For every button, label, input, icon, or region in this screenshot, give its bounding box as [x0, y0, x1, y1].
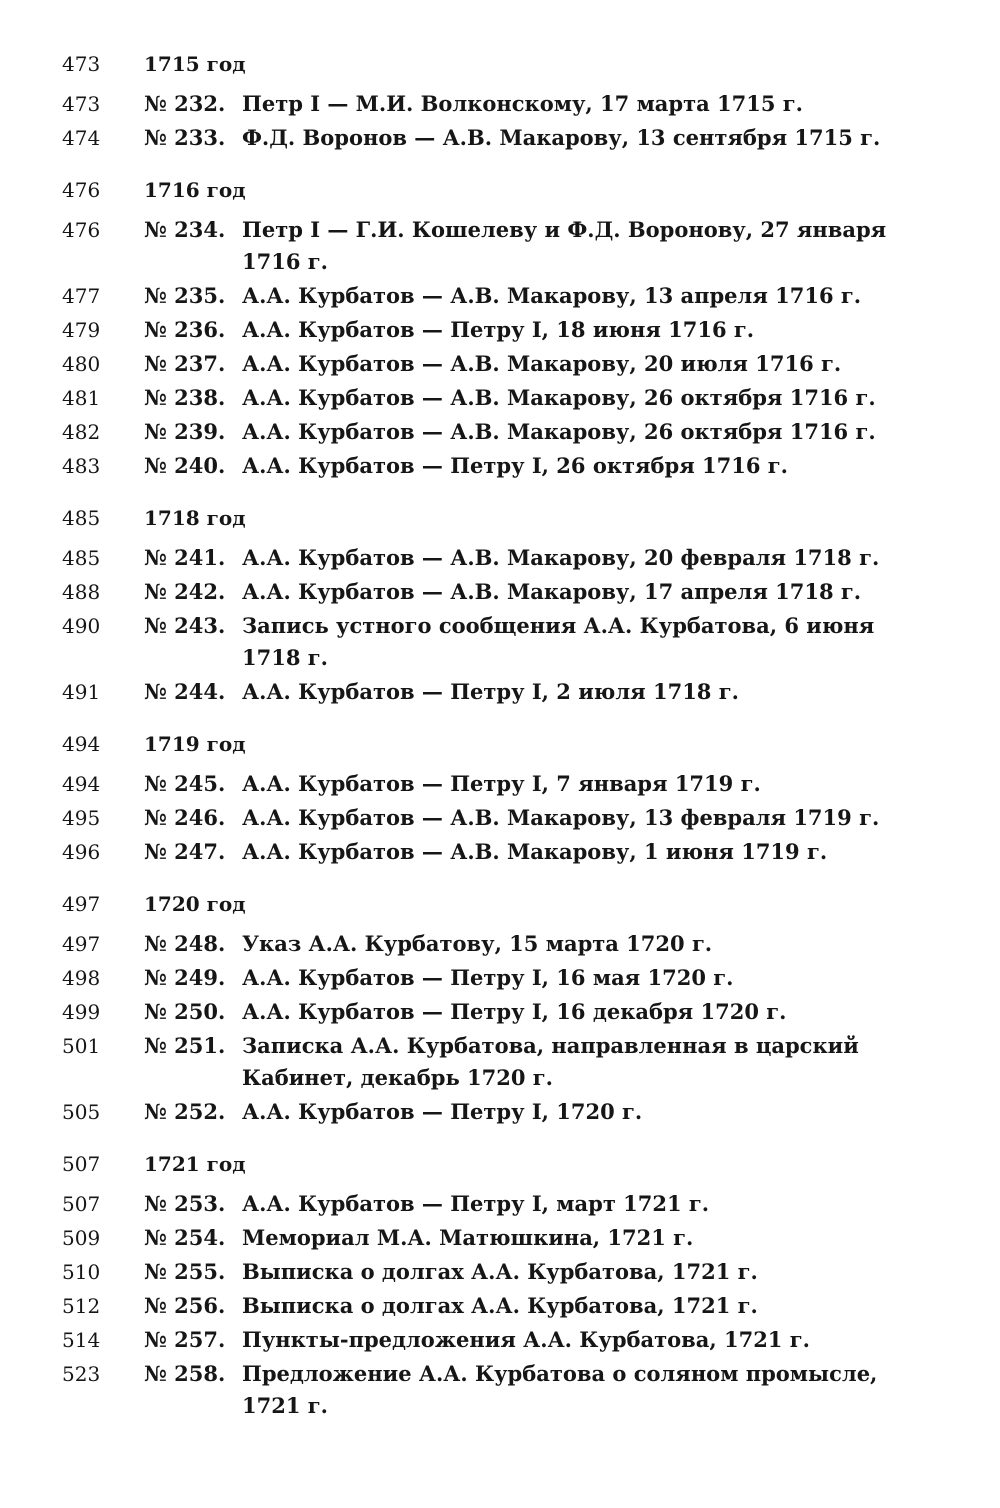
toc-entry[interactable]: [62, 1188, 962, 1220]
year-section: [62, 48, 962, 154]
document-number: № 248.: [144, 931, 226, 956]
document-title: А.А. Курбатов — Петру I, март 1721 г.: [242, 1191, 710, 1216]
entry-page-number: 514: [62, 1328, 101, 1352]
toc-entry[interactable]: [62, 214, 962, 278]
toc-entry[interactable]: [62, 802, 962, 834]
document-number: № 246.: [144, 805, 226, 830]
document-title: Петр I — Г.И. Кошелеву и Ф.Д. Воронову, 27 января 1716 г.: [242, 217, 887, 274]
toc-entry[interactable]: [62, 1358, 962, 1422]
document-title: А.А. Курбатов — А.В. Макарову, 13 апреля 1716 г.: [242, 283, 862, 308]
entry-page-number: 474: [62, 126, 101, 150]
year-section: [62, 728, 962, 868]
document-number: № 252.: [144, 1099, 226, 1124]
year-title: 1716 год: [144, 178, 246, 202]
document-number: № 255.: [144, 1259, 226, 1284]
document-number: № 257.: [144, 1327, 226, 1352]
toc-entry[interactable]: [62, 348, 962, 380]
year-page-number: 494: [62, 732, 101, 756]
entry-page-number: 501: [62, 1034, 101, 1058]
toc-entry[interactable]: [62, 382, 962, 414]
entry-page-number: 485: [62, 546, 101, 570]
document-title: А.А. Курбатов — А.В. Макарову, 13 февраля 1719 г.: [242, 805, 880, 830]
toc-entry[interactable]: [62, 1256, 962, 1288]
document-title: Ф.Д. Воронов — А.В. Макарову, 13 сентября 1715 г.: [242, 125, 881, 150]
document-title: А.А. Курбатов — Петру I, 2 июля 1718 г.: [242, 679, 739, 704]
document-number: № 243.: [144, 613, 226, 638]
entry-page-number: 473: [62, 92, 101, 116]
year-page-number: 485: [62, 506, 101, 530]
year-title: 1720 год: [144, 892, 246, 916]
toc-entry[interactable]: [62, 996, 962, 1028]
toc-entry[interactable]: [62, 314, 962, 346]
document-number: № 245.: [144, 771, 226, 796]
entry-page-number: 495: [62, 806, 101, 830]
document-title: А.А. Курбатов — А.В. Макарову, 26 октября 1716 г.: [242, 385, 876, 410]
entry-page-number: 498: [62, 966, 101, 990]
year-heading: [62, 502, 962, 534]
document-number: № 235.: [144, 283, 226, 308]
document-number: № 258.: [144, 1361, 226, 1386]
year-heading: [62, 888, 962, 920]
year-section: [62, 888, 962, 1128]
document-title: А.А. Курбатов — Петру I, 16 мая 1720 г.: [242, 965, 734, 990]
document-title: А.А. Курбатов — Петру I, 16 декабря 1720 г.: [242, 999, 787, 1024]
document-number: № 240.: [144, 453, 226, 478]
entry-page-number: 497: [62, 932, 101, 956]
document-number: № 233.: [144, 125, 226, 150]
document-title: А.А. Курбатов — А.В. Макарову, 26 октября 1716 г.: [242, 419, 876, 444]
document-title: Запись устного сообщения А.А. Курбатова, 6 июня 1718 г.: [242, 613, 875, 670]
document-number: № 253.: [144, 1191, 226, 1216]
document-title: Пункты-предложения А.А. Курбатова, 1721 г.: [242, 1327, 810, 1352]
toc-entry[interactable]: [62, 768, 962, 800]
year-section: [62, 1148, 962, 1422]
document-number: № 247.: [144, 839, 226, 864]
toc-entry[interactable]: [62, 1290, 962, 1322]
toc-entry[interactable]: [62, 542, 962, 574]
toc-entry[interactable]: [62, 962, 962, 994]
entry-page-number: 483: [62, 454, 101, 478]
document-title: Предложение А.А. Курбатова о соляном промысле, 1721 г.: [242, 1361, 878, 1418]
document-title: А.А. Курбатов — А.В. Макарову, 20 июля 1716 г.: [242, 351, 842, 376]
year-title: 1718 год: [144, 506, 246, 530]
entry-page-number: 507: [62, 1192, 101, 1216]
entry-page-number: 477: [62, 284, 101, 308]
toc-entry[interactable]: [62, 450, 962, 482]
document-title: Выписка о долгах А.А. Курбатова, 1721 г.: [242, 1259, 758, 1284]
document-number: № 237.: [144, 351, 226, 376]
document-title: А.А. Курбатов — Петру I, 26 октября 1716 г.: [242, 453, 788, 478]
document-number: № 238.: [144, 385, 226, 410]
toc-entry[interactable]: [62, 1222, 962, 1254]
document-title: Выписка о долгах А.А. Курбатова, 1721 г.: [242, 1293, 758, 1318]
document-title: Мемориал М.А. Матюшкина, 1721 г.: [242, 1225, 694, 1250]
document-title: Записка А.А. Курбатова, направленная в царский Кабинет, декабрь 1720 г.: [242, 1033, 859, 1090]
document-number: № 254.: [144, 1225, 226, 1250]
year-section: [62, 174, 962, 482]
document-title: А.А. Курбатов — Петру I, 7 января 1719 г.: [242, 771, 761, 796]
table-of-contents: [62, 48, 962, 1442]
entry-page-number: 499: [62, 1000, 101, 1024]
toc-entry[interactable]: [62, 88, 962, 120]
entry-page-number: 510: [62, 1260, 101, 1284]
document-number: № 244.: [144, 679, 226, 704]
document-number: № 251.: [144, 1033, 226, 1058]
document-title: А.А. Курбатов — А.В. Макарову, 20 февраля 1718 г.: [242, 545, 880, 570]
toc-entry[interactable]: [62, 836, 962, 868]
toc-entry[interactable]: [62, 280, 962, 312]
document-title: Указ А.А. Курбатову, 15 марта 1720 г.: [242, 931, 713, 956]
entry-page-number: 490: [62, 614, 101, 638]
document-number: № 239.: [144, 419, 226, 444]
entry-page-number: 482: [62, 420, 101, 444]
document-number: № 232.: [144, 91, 226, 116]
year-title: 1719 год: [144, 732, 246, 756]
year-title: 1715 год: [144, 52, 246, 76]
document-number: № 250.: [144, 999, 226, 1024]
entry-page-number: 481: [62, 386, 101, 410]
entry-page-number: 509: [62, 1226, 101, 1250]
year-heading: [62, 174, 962, 206]
entry-page-number: 479: [62, 318, 101, 342]
entry-page-number: 488: [62, 580, 101, 604]
toc-entry[interactable]: [62, 676, 962, 708]
document-title: А.А. Курбатов — Петру I, 18 июня 1716 г.: [242, 317, 755, 342]
entry-page-number: 476: [62, 218, 101, 242]
toc-entry[interactable]: [62, 576, 962, 608]
document-title: А.А. Курбатов — А.В. Макарову, 1 июня 1719 г.: [242, 839, 828, 864]
entry-page-number: 496: [62, 840, 101, 864]
entry-page-number: 523: [62, 1362, 101, 1386]
document-number: № 234.: [144, 217, 226, 242]
year-page-number: 507: [62, 1152, 101, 1176]
toc-entry[interactable]: [62, 928, 962, 960]
entry-page-number: 491: [62, 680, 101, 704]
document-number: № 249.: [144, 965, 226, 990]
toc-entry[interactable]: [62, 610, 962, 674]
year-page-number: 473: [62, 52, 101, 76]
entry-page-number: 512: [62, 1294, 101, 1318]
document-number: № 242.: [144, 579, 226, 604]
year-heading: [62, 728, 962, 760]
document-title: Петр I — М.И. Волконскому, 17 марта 1715 г.: [242, 91, 803, 116]
year-title: 1721 год: [144, 1152, 246, 1176]
year-heading: [62, 48, 962, 80]
toc-entry[interactable]: [62, 122, 962, 154]
document-number: № 256.: [144, 1293, 226, 1318]
toc-entry[interactable]: [62, 1030, 962, 1094]
entry-page-number: 494: [62, 772, 101, 796]
year-page-number: 476: [62, 178, 101, 202]
year-heading: [62, 1148, 962, 1180]
document-number: № 241.: [144, 545, 226, 570]
document-title: А.А. Курбатов — Петру I, 1720 г.: [242, 1099, 643, 1124]
toc-entry[interactable]: [62, 416, 962, 448]
document-number: № 236.: [144, 317, 226, 342]
entry-page-number: 505: [62, 1100, 101, 1124]
year-page-number: 497: [62, 892, 101, 916]
year-section: [62, 502, 962, 708]
toc-entry[interactable]: [62, 1324, 962, 1356]
entry-page-number: 480: [62, 352, 101, 376]
toc-entry[interactable]: [62, 1096, 962, 1128]
document-title: А.А. Курбатов — А.В. Макарову, 17 апреля 1718 г.: [242, 579, 862, 604]
